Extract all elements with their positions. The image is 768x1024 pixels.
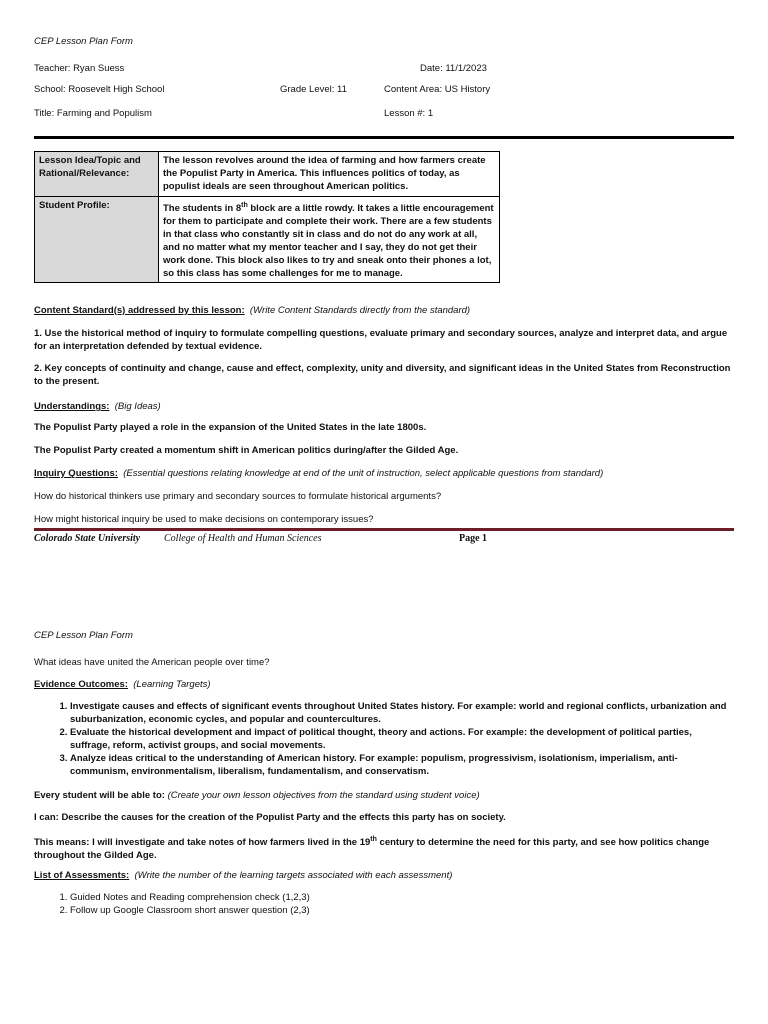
evidence-list (34, 700, 734, 778)
lesson-idea-text: The lesson revolves around the idea of farming and how farmers create the Populist Party in America. This influences politics of today, as populist ideals are seen throughout American politics. (159, 152, 500, 197)
date-field: Date: 11/1/2023 (420, 63, 487, 74)
content-standards-label: Content Standard(s) addressed by this lesson: (34, 305, 245, 316)
i-can-statement: I can: Describe the causes for the creation of the Populist Party and the effects this party has on society. (34, 812, 506, 823)
student-profile-text-b: block are a little rowdy. It takes a little encouragement for them to participate and complete their work. There are a few students in that class who constantly sit in class and do not do any work at all, and no matter what my mentor teacher and I say, they do not get their work done. This block also likes to try and sneak onto their phones a lot, so this class has some challenges for me to manage. (163, 203, 494, 280)
every-student-label: Every student will be able to: (34, 790, 165, 801)
assessment-item: 1. Guided Notes and Reading comprehension check (1,2,3) (70, 891, 734, 904)
student-profile-text (159, 197, 500, 283)
inquiry-heading (34, 467, 734, 480)
every-student-heading (34, 789, 734, 802)
student-profile-label: Student Profile: (35, 197, 159, 283)
lesson-table (34, 151, 500, 283)
evidence-outcomes-heading (34, 678, 734, 691)
evidence-item: 1. Investigate causes and effects of significant events throughout United States history. For example: world and regional conflicts, urbanization and suburbanization, economic cycles, and popular and countercultures. (70, 700, 734, 726)
understandings-note: (Big Ideas) (114, 401, 161, 412)
assessments-label: List of Assessments: (34, 870, 130, 881)
lesson-idea-label: Lesson Idea/Topic and Rational/Relevance: (35, 152, 159, 197)
title-field: Title: Farming and Populism (34, 108, 152, 119)
assessment-item: 2. Follow up Google Classroom short answer question (2,3) (70, 904, 734, 917)
content-standards-heading (34, 304, 734, 317)
standard-2: 2. Key concepts of continuity and change, cause and effect, complexity, unity and diversity, and significant ideas in the United States from Reconstruction to the present. (34, 363, 731, 387)
every-student-note: (Create your own lesson objectives from the standard using student voice) (167, 790, 480, 801)
this-means-sup: th (370, 836, 377, 843)
understanding-2: The Populist Party created a momentum shift in American politics during/after the Gilded Age. (34, 445, 459, 456)
this-means-statement (34, 833, 734, 862)
student-profile-text-a: The students in 8 (163, 203, 242, 215)
assessments-heading (34, 869, 734, 882)
form-title-page2: CEP Lesson Plan Form (34, 630, 133, 641)
inquiry-label: Inquiry Questions: (34, 468, 118, 479)
teacher-field: Teacher: Ryan Suess (34, 63, 125, 74)
evidence-outcomes-label: Evidence Outcomes: (34, 679, 128, 690)
content-area-field: Content Area: US History (384, 84, 491, 95)
understandings-heading (34, 400, 734, 413)
understanding-1: The Populist Party played a role in the expansion of the United States in the late 1800s. (34, 422, 427, 433)
standard-1: 1. Use the historical method of inquiry to formulate compelling questions, evaluate primary and secondary sources, analyze and interpret data, and argue for an interpretation defended by textual evidence. (34, 328, 728, 352)
assessments-list-wrap (34, 891, 734, 917)
content-standards-note: (Write Content Standards directly from the standard) (249, 305, 471, 316)
inquiry-note: (Essential questions relating knowledge at end of the unit of instruction, select applicable questions from standard) (123, 468, 604, 479)
table-row (35, 197, 500, 283)
lesson-number-field: Lesson #: 1 (384, 108, 434, 119)
footer-university: Colorado State University (34, 533, 141, 544)
evidence-item: 3. Analyze ideas critical to the understanding of American history. For example: populism, progressivism, isolationism, imperialism, anti-communism, environmentalism, liberalism, fundamentalism, and conservatism. (70, 752, 734, 778)
header-divider (34, 136, 734, 139)
assessments-list (34, 891, 734, 917)
footer-page-number: Page 1 (459, 533, 488, 544)
school-field: School: Roosevelt High School (34, 84, 165, 95)
form-title: CEP Lesson Plan Form (34, 36, 133, 47)
this-means-text-a: This means: I will investigate and take notes of how farmers lived in the 19 (34, 837, 371, 849)
footer-divider (34, 528, 734, 531)
unity-question: What ideas have united the American people over time? (34, 657, 270, 668)
table-row (35, 152, 500, 197)
grade-level-field: Grade Level: 11 (280, 84, 347, 95)
evidence-outcomes-note: (Learning Targets) (133, 679, 211, 690)
evidence-item: 2. Evaluate the historical development and impact of political thought, theory and actions. For example: the development of political parties, suffrage, reform, activist groups, and social movements. (70, 726, 734, 752)
student-profile-sup: th (241, 202, 248, 209)
inquiry-question-2: How might historical inquiry be used to make decisions on contemporary issues? (34, 514, 374, 525)
evidence-outcomes-list (34, 700, 734, 778)
this-means-text-b: century to determine the need for this party, and see how politics change throughout the Gilded Age. (34, 837, 710, 862)
understandings-label: Understandings: (34, 401, 110, 412)
inquiry-question-1: How do historical thinkers use primary and secondary sources to formulate historical arguments? (34, 491, 442, 502)
assessments-note: (Write the number of the learning targets associated with each assessment) (134, 870, 453, 881)
footer-college: College of Health and Human Sciences (164, 533, 322, 544)
